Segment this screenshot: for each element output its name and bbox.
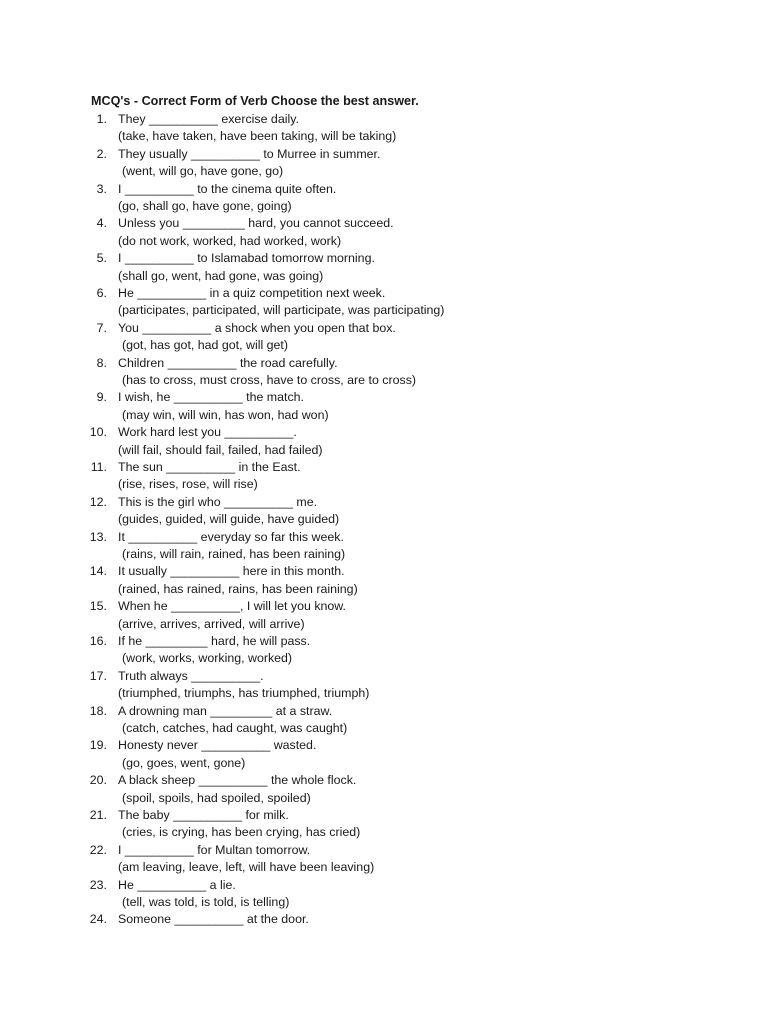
question-item <box>0 842 768 877</box>
answer-options: (do not work, worked, had worked, work) <box>118 233 342 248</box>
question-number: 9. <box>96 390 107 405</box>
question-text: Someone __________ at the door. <box>118 912 309 927</box>
answer-options: (got, has got, had got, will get) <box>122 338 288 353</box>
question-number: 12. <box>89 494 107 509</box>
question-item <box>0 807 768 842</box>
question-item <box>0 111 768 146</box>
question-text: I __________ for Multan tomorrow. <box>118 842 311 857</box>
question-number: 15. <box>89 599 107 614</box>
question-text: It usually __________ here in this month. <box>118 564 345 579</box>
answer-options: (shall go, went, had gone, was going) <box>118 268 324 283</box>
question-item <box>0 424 768 459</box>
question-number: 22. <box>89 842 107 857</box>
question-number: 24. <box>89 912 107 927</box>
question-text: If he _________ hard, he will pass. <box>118 633 311 648</box>
question-item <box>0 737 768 772</box>
question-number: 23. <box>89 877 107 892</box>
question-item <box>0 877 768 912</box>
question-text: You __________ a shock when you open that box. <box>118 320 396 335</box>
question-text: This is the girl who __________ me. <box>118 494 318 509</box>
question-number: 19. <box>89 738 107 753</box>
question-text: I __________ to the cinema quite often. <box>118 181 337 196</box>
question-item <box>0 668 768 703</box>
question-number: 2. <box>96 146 107 161</box>
answer-options: (went, will go, have gone, go) <box>122 164 284 179</box>
answer-options: (go, goes, went, gone) <box>122 755 246 770</box>
question-text: Truth always __________. <box>118 668 264 683</box>
question-text: Honesty never __________ wasted. <box>118 738 317 753</box>
answer-options: (may win, will win, has won, had won) <box>122 407 329 422</box>
answer-options: (go, shall go, have gone, going) <box>118 198 292 213</box>
question-number: 6. <box>96 285 107 300</box>
question-text: The baby __________ for milk. <box>118 807 289 822</box>
answer-options: (rise, rises, rose, will rise) <box>118 477 258 492</box>
question-text: Children __________ the road carefully. <box>118 355 338 370</box>
answer-options: (triumphed, triumphs, has triumphed, triumph) <box>118 686 370 701</box>
question-item <box>0 389 768 424</box>
question-item <box>0 215 768 250</box>
question-number: 21. <box>89 807 107 822</box>
question-number: 18. <box>89 703 107 718</box>
answer-options: (guides, guided, will guide, have guided) <box>118 512 340 527</box>
question-item <box>0 911 768 946</box>
answer-options: (am leaving, leave, left, will have been leaving) <box>118 860 375 875</box>
question-item <box>0 459 768 494</box>
answer-options: (participates, participated, will participate, was participating) <box>118 303 445 318</box>
question-text: I __________ to Islamabad tomorrow morning. <box>118 251 375 266</box>
question-text: The sun __________ in the East. <box>118 459 301 474</box>
question-item <box>0 563 768 598</box>
question-item <box>0 529 768 564</box>
question-number: 8. <box>96 355 107 370</box>
question-number: 7. <box>96 320 107 335</box>
answer-options: (take, have taken, have been taking, will be taking) <box>118 129 397 144</box>
question-text: Unless you _________ hard, you cannot succeed. <box>118 216 394 231</box>
answer-options: (catch, catches, had caught, was caught) <box>122 720 348 735</box>
question-text: It __________ everyday so far this week. <box>118 529 344 544</box>
question-item <box>0 285 768 320</box>
answer-options: (rained, has rained, rains, has been raining) <box>118 581 358 596</box>
answer-options: (tell, was told, is told, is telling) <box>122 894 290 909</box>
question-number: 20. <box>89 773 107 788</box>
question-number: 10. <box>89 425 107 440</box>
question-text: A drowning man _________ at a straw. <box>118 703 333 718</box>
question-number: 5. <box>96 251 107 266</box>
question-text: A black sheep __________ the whole flock. <box>118 773 357 788</box>
question-item <box>0 146 768 181</box>
question-number: 13. <box>89 529 107 544</box>
question-text: They usually __________ to Murree in summer. <box>118 146 381 161</box>
question-item <box>0 181 768 216</box>
answer-options: (cries, is crying, has been crying, has cried) <box>122 825 361 840</box>
answer-options: (has to cross, must cross, have to cross, are to cross) <box>122 372 417 387</box>
page-title: MCQ's - Correct Form of Verb Choose the best answer. <box>91 94 419 108</box>
question-item <box>0 494 768 529</box>
question-number: 16. <box>89 633 107 648</box>
question-number: 17. <box>89 668 107 683</box>
answer-options: (rains, will rain, rained, has been raining) <box>122 546 346 561</box>
question-text: They __________ exercise daily. <box>118 112 299 126</box>
question-text: I wish, he __________ the match. <box>118 390 304 405</box>
question-item <box>0 250 768 285</box>
question-item <box>0 772 768 807</box>
question-text: He __________ a lie. <box>118 877 236 892</box>
answer-options: (spoil, spoils, had spoiled, spoiled) <box>122 790 311 805</box>
question-item <box>0 633 768 668</box>
question-number: 4. <box>96 216 107 231</box>
question-item <box>0 703 768 738</box>
question-text: Work hard lest you __________. <box>118 425 297 440</box>
question-item <box>0 320 768 355</box>
question-text: He __________ in a quiz competition next week. <box>118 285 386 300</box>
question-number: 1. <box>96 112 107 126</box>
answer-options: (arrive, arrives, arrived, will arrive) <box>118 616 305 631</box>
answer-options: (work, works, working, worked) <box>122 651 293 666</box>
answer-options: (will fail, should fail, failed, had failed) <box>118 442 323 457</box>
question-item <box>0 355 768 390</box>
question-text: When he __________, I will let you know. <box>118 599 346 614</box>
question-list <box>0 111 768 946</box>
question-number: 11. <box>90 459 107 474</box>
question-number: 3. <box>96 181 107 196</box>
question-number: 14. <box>89 564 107 579</box>
question-item <box>0 598 768 633</box>
